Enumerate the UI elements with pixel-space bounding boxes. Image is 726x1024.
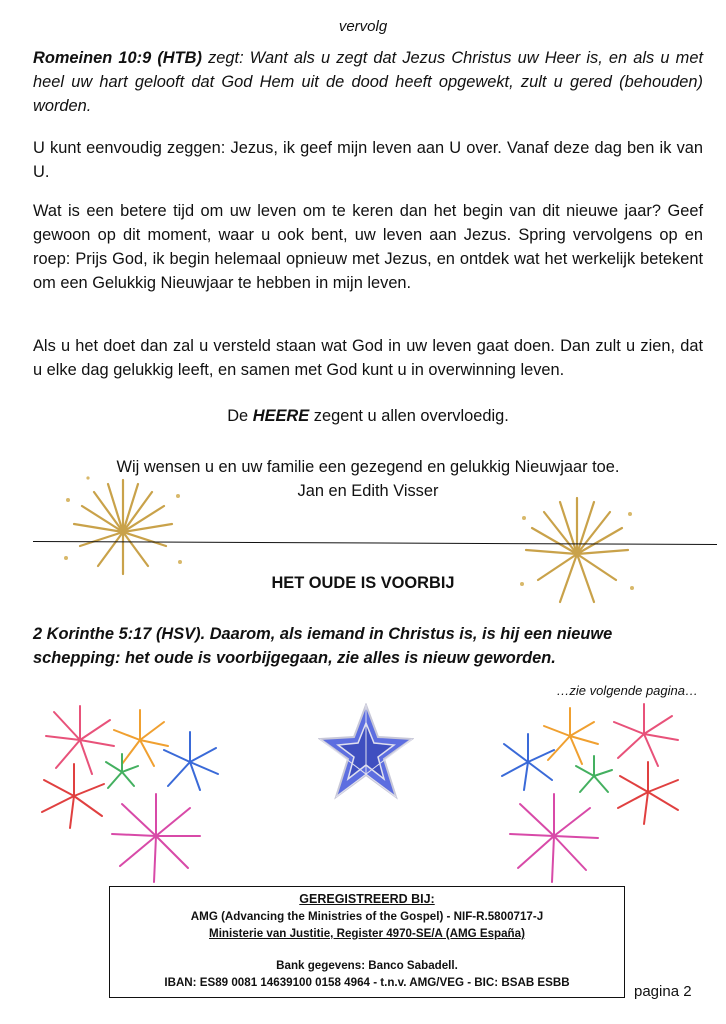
section-title: HET OUDE IS VOORBIJ — [271, 574, 455, 592]
romans-paragraph — [33, 46, 703, 118]
blessing-pre: De — [227, 407, 253, 425]
registration-spacer — [110, 942, 624, 957]
registration-box — [109, 886, 625, 998]
next-page-note: …zie volgende pagina… — [556, 683, 698, 698]
paragraph-2: U kunt eenvoudig zeggen: Jezus, ik geef mijn leven aan U over. Vanaf deze dag ben ik van U. — [33, 139, 703, 181]
registration-ministry: Ministerie van Justitie, Register 4970-SE/A (AMG España) — [209, 927, 525, 940]
paragraph-3: Wat is een betere tijd om uw leven om te keren dan het begin van dit nieuwe jaar? Geef gewoon op dit moment, waar u ook bent, uw leven aan Jezus. Spring vervolgens op en roep: Prijs God, ik begin helemaal opnieuw met Jezus, en ontdek wat het werkelijk betekent om een Gelukkig Nieuwjaar te hebben in mijn leven. — [33, 202, 703, 292]
romans-reference: Romeinen 10:9 (HTB) — [33, 49, 202, 67]
new-year-wish: Wij wensen u en uw familie een gezegend en gelukkig Nieuwjaar toe. — [116, 458, 620, 476]
blue-star-icon — [318, 703, 414, 803]
signature: Jan en Edith Visser — [297, 482, 439, 500]
gold-firework-left-icon — [58, 470, 188, 580]
romans-text: zegt: Want als u zegt dat Jezus Christus uw Heer is, en als u met heel uw hart gelooft dat God Hem uit de dood heeft opgewekt, zult u gered (behouden) worden. — [33, 49, 703, 115]
continued-header: vervolg — [338, 18, 388, 35]
bank-iban: IBAN: ES89 0081 14639100 0158 4964 - t.n.v. AMG/VEG - BIC: BSAB ESBB — [164, 976, 570, 989]
registration-title: GEREGISTREERD BIJ: — [299, 892, 435, 906]
colorful-fireworks-right-icon — [494, 700, 694, 890]
colorful-fireworks-left-icon — [30, 700, 230, 890]
registration-amg: AMG (Advancing the Ministries of the Gospel) - NIF-R.5800717-J — [190, 910, 544, 923]
gold-firework-right-icon — [512, 484, 642, 614]
page-number: pagina 2 — [634, 983, 692, 1000]
paragraph-4: Als u het doet dan zal u versteld staan wat God in uw leven gaat doen. Dan zult u zien, dat u elke dag gelukkig leeft, en samen met God kunt u in overwinning leven. — [33, 337, 703, 379]
bank-details: Bank gegevens: Banco Sabadell. — [276, 959, 458, 972]
blessing-line — [0, 407, 726, 426]
blessing-post: zegent u allen overvloedig. — [309, 407, 509, 425]
corinthians-verse: 2 Korinthe 5:17 (HSV). Daarom, als iemand in Christus is, is hij een nieuwe schepping: het oude is voorbijgegaan, zie alles is nieuw geworden. — [33, 625, 613, 667]
blessing-lord: HEERE — [252, 407, 310, 425]
